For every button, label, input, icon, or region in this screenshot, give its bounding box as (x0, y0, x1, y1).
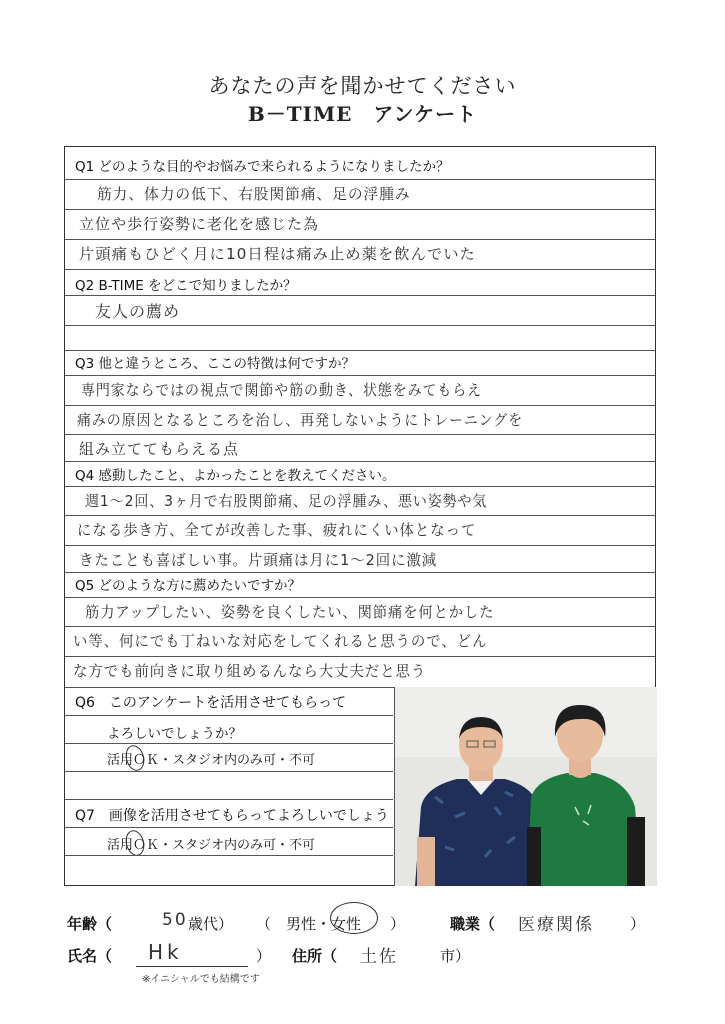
divider (65, 295, 655, 296)
q1-answer-line: 立位や歩行姿勢に老化を感じた為 (79, 215, 320, 233)
gender-options[interactable]: 男性・女性 (286, 915, 362, 933)
gender-selection-circle (330, 902, 378, 934)
gender-close: ） (390, 915, 406, 933)
q2-label: Q2 B-TIME をどこで知りましたか？ (75, 278, 297, 294)
q4-answer-line: 週1～2回、3ヶ月で右股関節痛、足の浮腫み、悪い姿勢や気 (85, 492, 488, 510)
q6-label-line2: よろしいでしょうか？ (107, 726, 242, 742)
q3-answer-line: 専門家ならではの視点で関節や筋の動き、状態をみてもらえ (81, 381, 483, 399)
q3-answer-line: 組み立ててもらえる点 (79, 440, 240, 458)
q6-selection-circle (123, 743, 147, 773)
gender-open: （ (256, 915, 272, 933)
occupation-label: 職業（ (450, 915, 496, 933)
divider (65, 209, 655, 210)
age-value[interactable]: 50 (162, 910, 188, 930)
divider (65, 771, 393, 772)
divider (65, 515, 655, 516)
divider (65, 269, 655, 270)
survey-subtitle: B－TIME アンケート (247, 102, 478, 126)
photo-illustration (395, 687, 657, 886)
initials-note: ※イニシャルでも結構です (142, 974, 260, 985)
divider (65, 597, 655, 598)
customer-photo (394, 687, 657, 886)
address-suffix: 市） (440, 947, 471, 965)
divider (65, 486, 655, 487)
divider (65, 545, 655, 546)
age-suffix: 歳代） (188, 915, 234, 933)
divider (65, 656, 655, 657)
q5-answer-line: 筋力アップしたい、姿勢を良くしたい、関節痛を何とかした (85, 603, 495, 621)
q7-label: Q7 画像を活用させてもらってよろしいでしょう (75, 808, 389, 824)
q6-label: Q6 このアンケートを活用させてもらって (75, 695, 347, 711)
q4-answer-line: きたことも喜ばしい事。片頭痛は月に1～2回に激減 (79, 551, 438, 569)
name-close: ） (256, 947, 272, 965)
survey-title: あなたの声を聞かせてください (208, 74, 517, 98)
divider (65, 715, 393, 716)
divider (65, 827, 393, 828)
occupation-value[interactable]: 医療関係 (518, 915, 594, 935)
divider (65, 350, 655, 351)
q5-label: Q5 どのような方に薦めたいですか？ (75, 578, 302, 594)
address-label: 住所（ (292, 947, 338, 965)
name-underline (136, 966, 248, 967)
q1-answer-line: 筋力、体力の低下、右股関節痛、足の浮腫み (97, 185, 411, 203)
q1-label: Q1 どのような目的やお悩みで来られるようになりましたか？ (75, 159, 450, 175)
divider (65, 626, 655, 627)
occupation-close: ） (630, 915, 646, 933)
q1-answer-line: 片頭痛もひどく月に10日程は痛み止め薬を飲んでいた (79, 245, 476, 263)
divider (65, 461, 655, 462)
q6-options[interactable]: 活用ＯＫ・スタジオ内のみ可・不可 (107, 753, 316, 768)
divider (65, 572, 655, 573)
divider (65, 855, 393, 856)
age-label: 年齢（ (67, 915, 113, 933)
q5-answer-line: い等、何にでも丁ねいな対応をしてくれると思うので、どん (73, 632, 488, 650)
q7-options[interactable]: 活用ＯＫ・スタジオ内のみ可・不可 (107, 838, 316, 853)
q7-selection-circle (123, 828, 147, 858)
q4-answer-line: になる歩き方、全てが改善した事、疲れにくい体となって (77, 521, 477, 539)
divider (65, 405, 655, 406)
q3-answer-line: 痛みの原因となるところを治し、再発しないようにトレーニングを (77, 411, 524, 429)
q2-answer-line: 友人の薦め (95, 302, 181, 321)
name-label: 氏名（ (67, 947, 113, 965)
q5-answer-line: な方でも前向きに取り組めるんなら大丈夫だと思う (73, 662, 427, 680)
divider (65, 434, 655, 435)
address-value[interactable]: 土佐 (360, 947, 398, 967)
divider (65, 799, 393, 800)
q4-label: Q4 感動したこと、よかったことを教えてください。 (75, 468, 396, 484)
divider (65, 375, 655, 376)
name-value[interactable]: Hk (148, 940, 183, 964)
divider (65, 743, 393, 744)
divider (65, 239, 655, 240)
divider (65, 325, 655, 326)
q3-label: Q3 他と違うところ、ここの特徴は何ですか？ (75, 356, 356, 372)
divider (65, 179, 655, 180)
